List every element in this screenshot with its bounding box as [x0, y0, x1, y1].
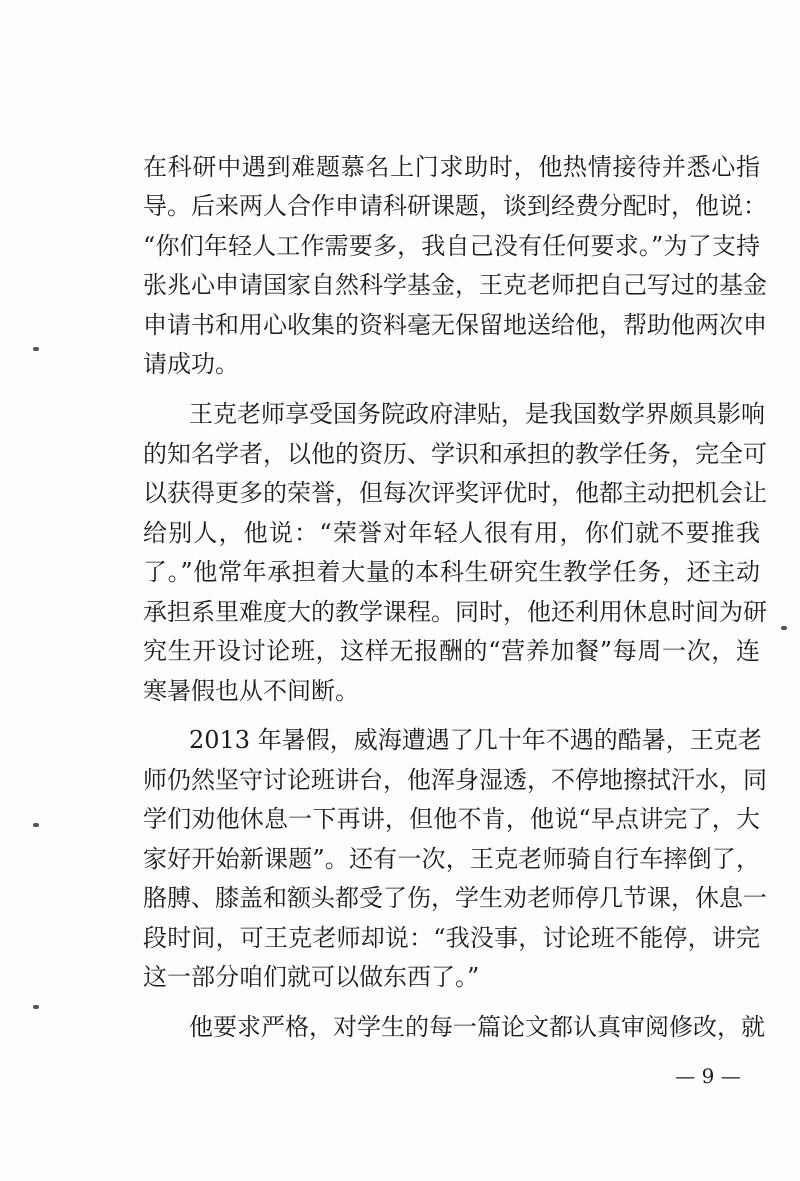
- text-line: 了。”他常年承担着大量的本科生研究生教学任务，还主动: [143, 558, 760, 586]
- text-line: 家好开始新课题”。还有一次，王克老师骑自行车摔倒了，: [143, 845, 760, 873]
- text-line: 张兆心申请国家自然科学基金，王克老师把自己写过的基金: [143, 271, 767, 299]
- text-line: 导。后来两人合作申请科研课题，谈到经费分配时，他说：: [143, 192, 767, 220]
- text-line: 学们劝他休息一下再讲，但他不肯，他说“早点讲完了，大: [143, 805, 760, 833]
- paragraph-start: 王克老师享受国务院政府津贴，是我国数学界颇具影响: [189, 400, 765, 428]
- text-line: 以获得更多的荣誉，但每次评奖评优时，他都主动把机会让: [143, 479, 767, 507]
- text-line: “你们年轻人工作需要多，我自己没有任何要求。”为了支持: [143, 232, 760, 260]
- text-line: 这一部分咱们就可以做东西了。”: [143, 963, 480, 991]
- text-line: 请成功。: [143, 350, 239, 378]
- scan-speck: [781, 626, 787, 630]
- text-line: 段时间，可王克老师却说：“我没事，讨论班不能停，讲完: [143, 924, 760, 952]
- paragraph-start: 2013 年暑假，威海遭遇了几十年不遇的酷暑，王克老: [189, 726, 762, 754]
- text-line: 的知名学者，以他的资历、学识和承担的教学任务，完全可: [143, 440, 767, 468]
- text-line: 承担系里难度大的教学课程。同时，他还利用休息时间为研: [143, 598, 767, 626]
- scan-speck: [33, 347, 39, 351]
- scan-speck: [33, 1005, 39, 1009]
- text-line: 在科研中遇到难题慕名上门求助时，他热情接待并悉心指: [143, 153, 760, 181]
- page-number: — 9 —: [675, 1064, 741, 1088]
- text-line: 师仍然坚守讨论班讲台，他浑身湿透，不停地擦拭汗水，同: [143, 766, 767, 794]
- text-line: 申请书和用心收集的资料毫无保留地送给他，帮助他两次申: [143, 311, 767, 339]
- text-line: 寒暑假也从不间断。: [143, 677, 359, 705]
- paragraph-start: 他要求严格，对学生的每一篇论文都认真审阅修改，就: [189, 1013, 765, 1041]
- text-line: 究生开设讨论班，这样无报酬的“营养加餐”每周一次，连: [143, 637, 760, 665]
- text-line: 给别人，他说：“荣誉对年轻人很有用，你们就不要推我: [143, 519, 760, 547]
- scan-speck: [33, 823, 39, 827]
- text-line: 胳膊、膝盖和额头都受了伤，学生劝老师停几节课，休息一: [143, 884, 767, 912]
